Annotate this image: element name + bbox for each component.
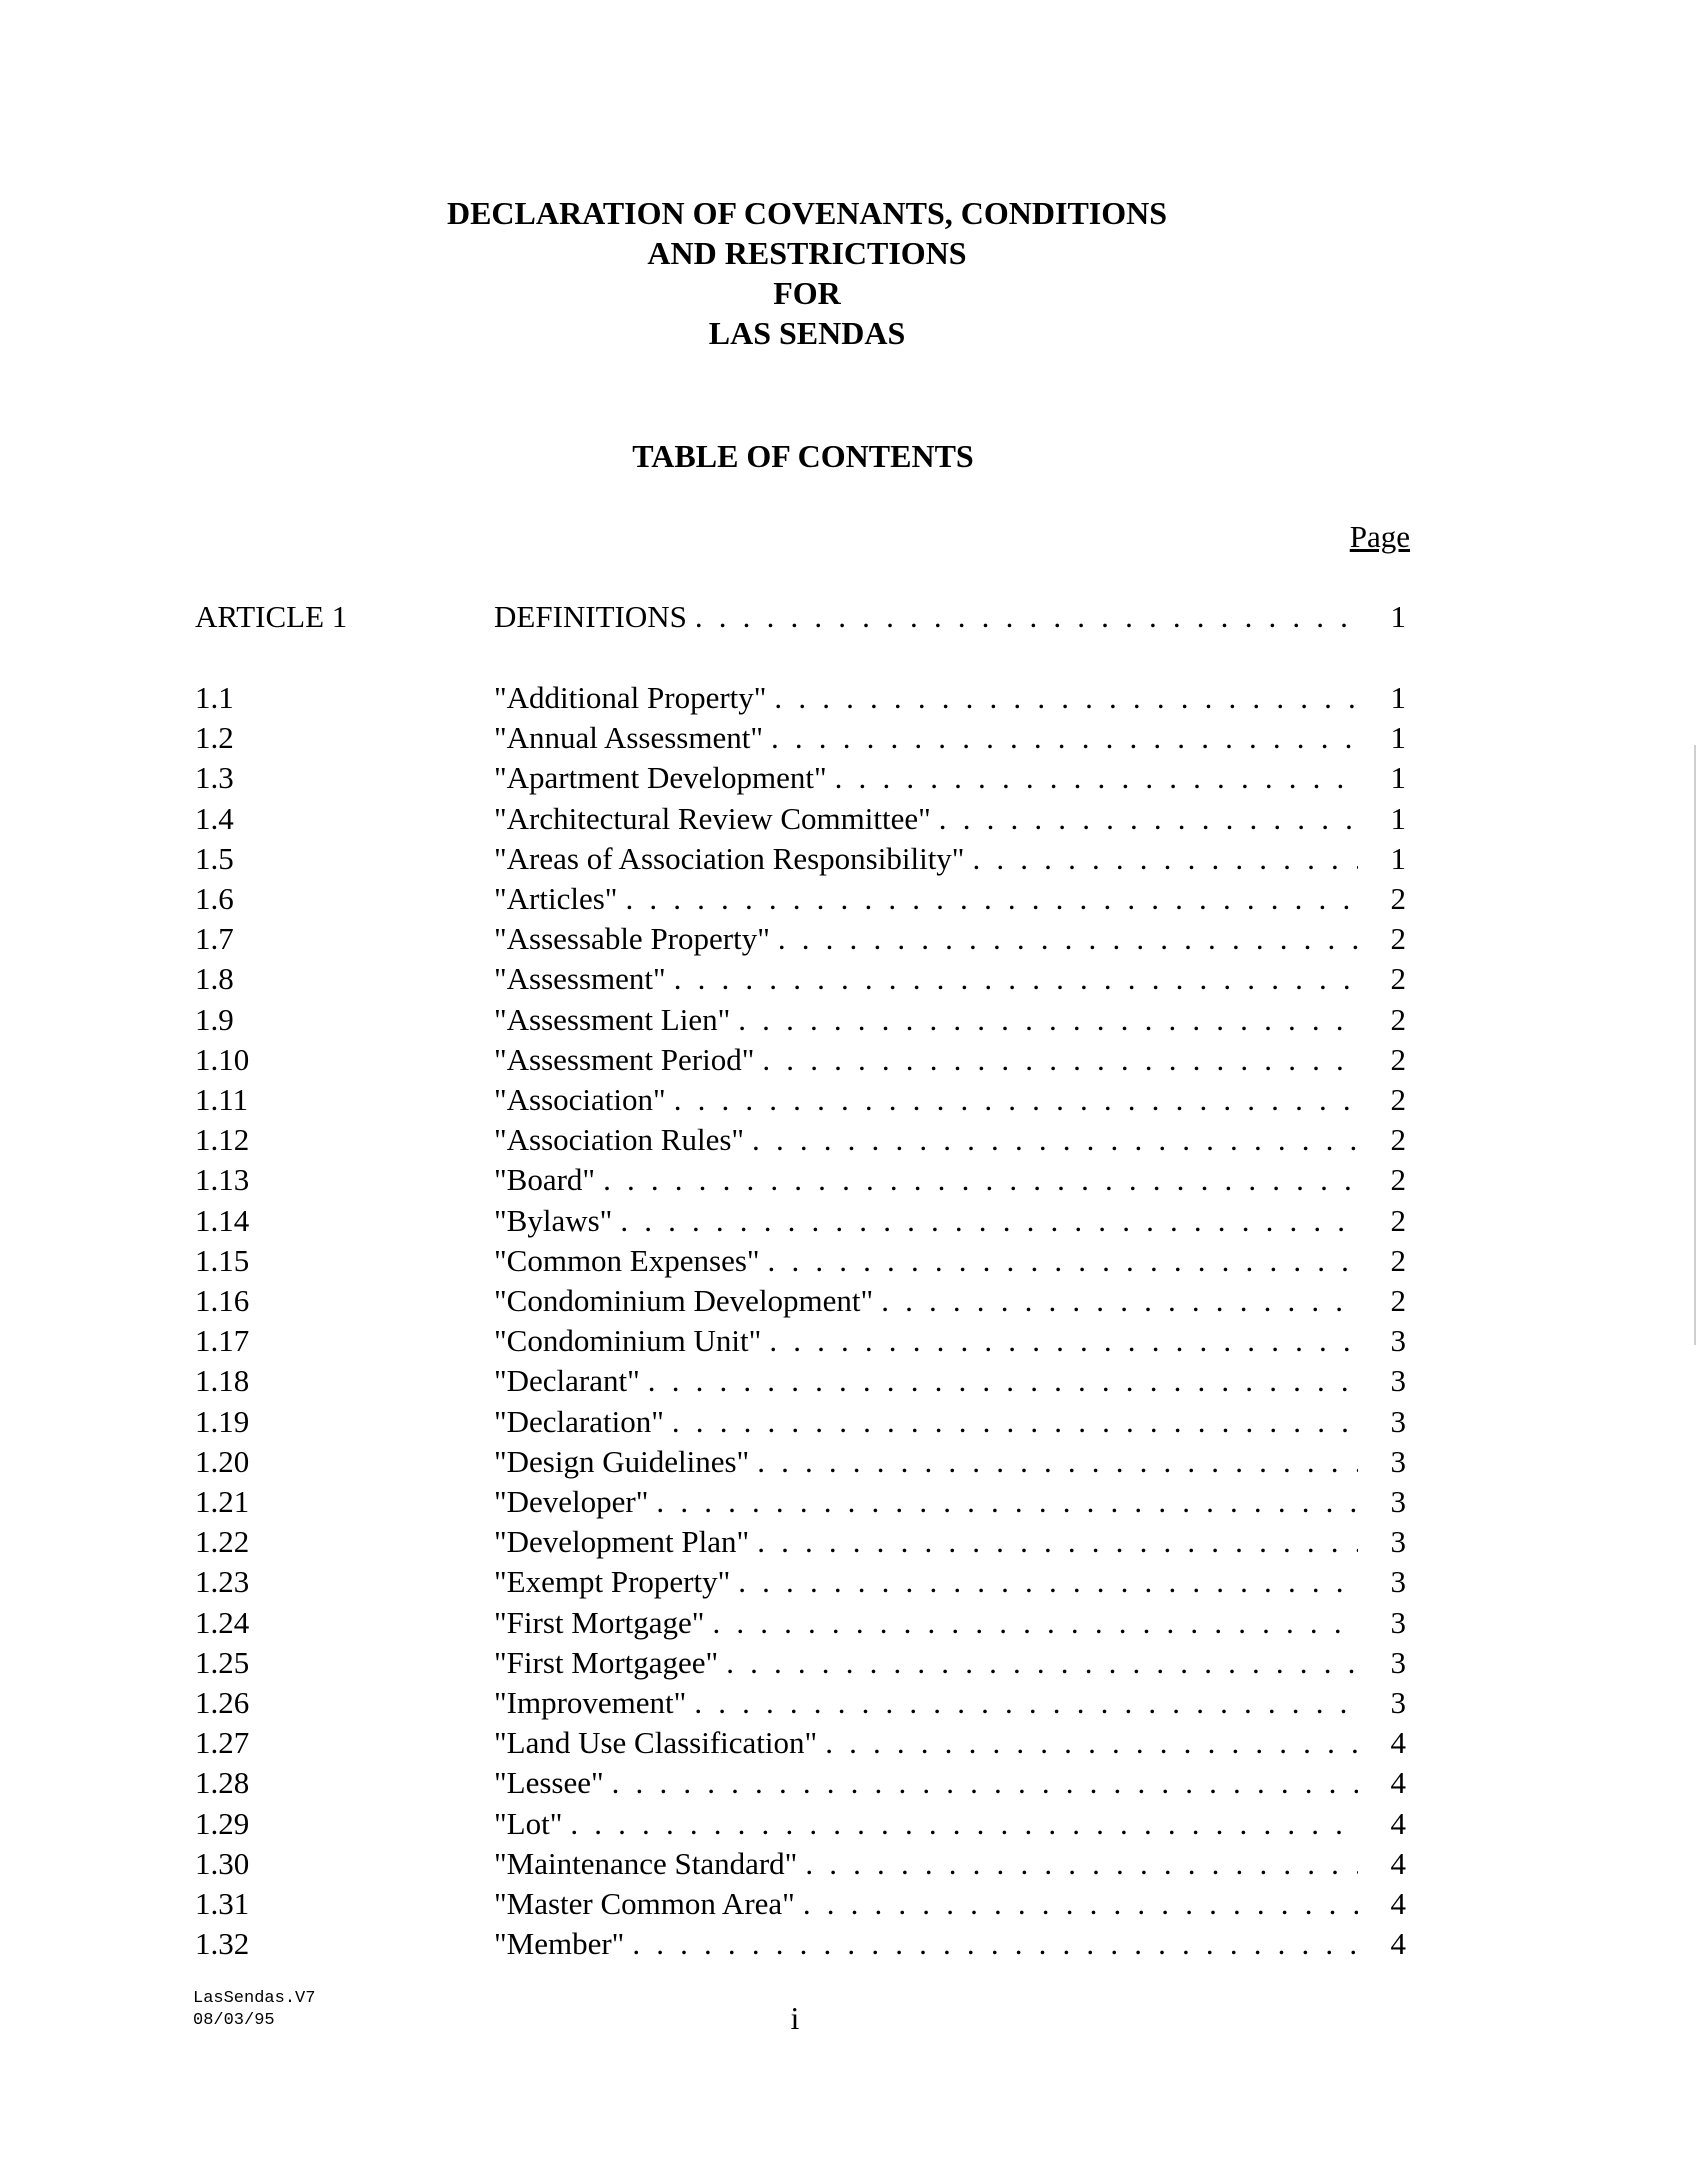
toc-page-number: 3 bbox=[1390, 1403, 1406, 1439]
toc-row bbox=[0, 1321, 1696, 1361]
toc-entry-label: "Condominium Development" bbox=[494, 1283, 874, 1318]
dot-leader bbox=[939, 799, 1358, 839]
dot-leader bbox=[769, 1321, 1358, 1361]
toc-row bbox=[0, 1763, 1696, 1803]
toc-row bbox=[0, 1000, 1696, 1040]
dot-leader bbox=[778, 919, 1358, 959]
toc-page-number: 3 bbox=[1390, 1363, 1406, 1399]
dot-leader bbox=[674, 1080, 1358, 1120]
toc-article-row bbox=[0, 597, 1696, 637]
dot-leader bbox=[774, 678, 1358, 718]
toc-section-number: 1.8 bbox=[195, 961, 234, 997]
toc-entry-label: "Declarant" bbox=[494, 1363, 640, 1399]
toc-row bbox=[0, 1040, 1696, 1080]
toc-entry-label: "Condominium Unit" bbox=[494, 1323, 762, 1359]
toc-entry bbox=[494, 1120, 1358, 1160]
toc-row bbox=[0, 1201, 1696, 1241]
toc-page-number: 1 bbox=[1390, 800, 1406, 836]
toc-entry-label: "Developer" bbox=[494, 1484, 649, 1519]
toc-entry bbox=[494, 1643, 1358, 1683]
toc-row bbox=[0, 1804, 1696, 1844]
toc-entry-label: "Association" bbox=[494, 1082, 666, 1117]
toc-row bbox=[0, 1281, 1696, 1321]
toc-page-number: 2 bbox=[1390, 1041, 1406, 1077]
toc-entry-label: "Architectural Review Committee" bbox=[494, 800, 931, 836]
toc-entry bbox=[494, 959, 1358, 999]
toc-page-number: 2 bbox=[1390, 1283, 1406, 1318]
toc-page-number: 2 bbox=[1390, 1001, 1406, 1037]
toc-section-number: 1.10 bbox=[195, 1041, 250, 1077]
dot-leader bbox=[726, 1643, 1358, 1683]
toc-section-number: 1.17 bbox=[195, 1323, 250, 1359]
toc-section-number: 1.7 bbox=[195, 921, 234, 957]
toc-section-number: 1.13 bbox=[195, 1162, 250, 1198]
toc-page-number: 2 bbox=[1390, 1122, 1406, 1158]
toc-entry bbox=[494, 758, 1358, 798]
toc-page-number: 3 bbox=[1390, 1564, 1406, 1600]
toc-entry bbox=[494, 1763, 1358, 1803]
footer-page-number: i bbox=[790, 2000, 800, 2036]
toc-row bbox=[0, 959, 1696, 999]
dot-leader bbox=[648, 1361, 1358, 1401]
toc-entry bbox=[494, 1683, 1358, 1723]
toc-entry-label: DEFINITIONS bbox=[494, 599, 687, 634]
toc-row bbox=[0, 1482, 1696, 1522]
toc-page-number: 1 bbox=[1390, 680, 1406, 715]
footer-doc-info bbox=[193, 1988, 315, 2032]
toc-page-number: 1 bbox=[1390, 840, 1406, 876]
toc-entry-label: "Design Guidelines" bbox=[494, 1443, 750, 1479]
toc-entry bbox=[494, 1361, 1358, 1401]
toc-section-number: 1.18 bbox=[195, 1363, 250, 1399]
toc-page-number: 1 bbox=[1390, 720, 1406, 756]
toc-section-number: 1.29 bbox=[195, 1805, 250, 1841]
toc-entry-label: "Board" bbox=[494, 1162, 596, 1198]
toc-entry bbox=[494, 1000, 1358, 1040]
toc-entry bbox=[494, 1241, 1358, 1281]
toc-section-number: 1.23 bbox=[195, 1564, 250, 1600]
toc-entry bbox=[494, 1804, 1358, 1844]
dot-leader bbox=[752, 1120, 1358, 1160]
toc-section-number: 1.22 bbox=[195, 1524, 250, 1560]
toc-section-number: 1.20 bbox=[195, 1443, 250, 1479]
toc-section-number: 1.2 bbox=[195, 720, 234, 756]
toc-entry bbox=[494, 1201, 1358, 1241]
toc-entry bbox=[494, 919, 1358, 959]
page-column-label: Page bbox=[1349, 519, 1410, 554]
toc-entry-label: "Bylaws" bbox=[494, 1202, 613, 1238]
dot-leader bbox=[757, 1522, 1358, 1562]
toc-page-number: 2 bbox=[1390, 1202, 1406, 1238]
toc-entry bbox=[494, 718, 1358, 758]
toc-section-number: 1.25 bbox=[195, 1644, 250, 1680]
toc-page-number: 3 bbox=[1390, 1604, 1406, 1640]
toc-section-number: 1.26 bbox=[195, 1685, 250, 1720]
toc-entry bbox=[494, 799, 1358, 839]
toc-entry bbox=[494, 1522, 1358, 1562]
dot-leader bbox=[757, 1442, 1358, 1482]
toc-row bbox=[0, 1924, 1696, 1964]
dot-leader bbox=[762, 1040, 1358, 1080]
toc-section-number: 1.4 bbox=[195, 800, 234, 836]
dot-leader bbox=[570, 1804, 1358, 1844]
toc-page-number: 2 bbox=[1390, 881, 1406, 916]
toc-entry bbox=[494, 1924, 1358, 1964]
toc-row bbox=[0, 919, 1696, 959]
toc-page-number: 3 bbox=[1390, 1644, 1406, 1680]
toc-row bbox=[0, 839, 1696, 879]
toc-entry bbox=[494, 1321, 1358, 1361]
toc-page-number: 4 bbox=[1390, 1725, 1406, 1761]
toc-page-number: 4 bbox=[1390, 1845, 1406, 1881]
toc-entry bbox=[494, 1562, 1358, 1602]
dot-leader bbox=[835, 758, 1358, 798]
toc-entry bbox=[494, 1603, 1358, 1643]
toc-entry bbox=[494, 1160, 1358, 1200]
toc-row bbox=[0, 799, 1696, 839]
toc-page-number: 4 bbox=[1390, 1926, 1406, 1962]
toc-section-number: 1.24 bbox=[195, 1604, 250, 1640]
toc-entry-label: "Assessable Property" bbox=[494, 921, 770, 957]
toc-section-number: 1.15 bbox=[195, 1242, 250, 1278]
toc-entry-label: "Annual Assessment" bbox=[494, 720, 763, 756]
toc-row bbox=[0, 1402, 1696, 1442]
toc-row bbox=[0, 1442, 1696, 1482]
toc-entry-label: "Lessee" bbox=[494, 1765, 604, 1801]
toc-entry-label: "Apartment Development" bbox=[494, 760, 827, 796]
toc-entry bbox=[494, 597, 1358, 637]
toc-entry bbox=[494, 1482, 1358, 1522]
toc-entry-label: "Exempt Property" bbox=[494, 1564, 731, 1600]
toc-entry-label: "Master Common Area" bbox=[494, 1886, 795, 1921]
toc-page-number: 2 bbox=[1390, 1162, 1406, 1198]
toc-section-number: 1.14 bbox=[195, 1202, 250, 1238]
toc-section-number: 1.21 bbox=[195, 1484, 250, 1519]
toc-page-number: 2 bbox=[1390, 1082, 1406, 1117]
dot-leader bbox=[768, 1241, 1358, 1281]
toc-entry-label: "Land Use Classification" bbox=[494, 1725, 818, 1761]
toc-section-number: 1.6 bbox=[195, 881, 234, 916]
toc-section-number: 1.9 bbox=[195, 1001, 234, 1037]
toc-section-number: 1.12 bbox=[195, 1122, 250, 1158]
toc-row bbox=[0, 1603, 1696, 1643]
dot-leader bbox=[881, 1281, 1358, 1321]
dot-leader bbox=[803, 1884, 1358, 1924]
dot-leader bbox=[972, 839, 1358, 879]
dot-leader bbox=[738, 1000, 1358, 1040]
toc-entry-label: "Assessment" bbox=[494, 961, 666, 997]
toc-entry bbox=[494, 678, 1358, 718]
title-line: FOR bbox=[773, 275, 841, 311]
toc-page-number: 3 bbox=[1390, 1323, 1406, 1359]
toc-section-number: 1.1 bbox=[195, 680, 234, 715]
toc-page-number: 4 bbox=[1390, 1886, 1406, 1921]
toc-row bbox=[0, 718, 1696, 758]
toc-page-number: 3 bbox=[1390, 1443, 1406, 1479]
toc-entry-label: "Declaration" bbox=[494, 1403, 664, 1439]
dot-leader bbox=[612, 1763, 1358, 1803]
toc-row bbox=[0, 1080, 1696, 1120]
toc-page-number: 1 bbox=[1390, 760, 1406, 796]
toc-row bbox=[0, 1160, 1696, 1200]
dot-leader bbox=[712, 1603, 1358, 1643]
toc-section-number: ARTICLE 1 bbox=[195, 599, 348, 634]
dot-leader bbox=[603, 1160, 1358, 1200]
footer-doc-id: LasSendas.V7 bbox=[193, 1989, 316, 2008]
toc-row bbox=[0, 1361, 1696, 1401]
toc-entry-label: "Association Rules" bbox=[494, 1122, 745, 1158]
toc-section-number: 1.32 bbox=[195, 1926, 250, 1962]
toc-entry-label: "Articles" bbox=[494, 881, 618, 916]
toc-section-number: 1.27 bbox=[195, 1725, 250, 1761]
title-line: DECLARATION OF COVENANTS, CONDITIONS bbox=[446, 195, 1168, 231]
toc-entry bbox=[494, 1281, 1358, 1321]
dot-leader bbox=[632, 1924, 1358, 1964]
toc-entry-label: "Maintenance Standard" bbox=[494, 1845, 798, 1881]
toc-heading: TABLE OF CONTENTS bbox=[632, 438, 974, 474]
toc-entry bbox=[494, 879, 1358, 919]
toc-entry-label: "First Mortgagee" bbox=[494, 1644, 719, 1680]
toc-section-number: 1.16 bbox=[195, 1283, 250, 1318]
dot-leader bbox=[625, 879, 1358, 919]
toc-row bbox=[0, 1844, 1696, 1884]
toc-row bbox=[0, 1562, 1696, 1602]
dot-leader bbox=[674, 959, 1358, 999]
toc-entry bbox=[494, 1884, 1358, 1924]
dot-leader bbox=[656, 1482, 1358, 1522]
toc-page-number: 2 bbox=[1390, 961, 1406, 997]
toc-section-number: 1.31 bbox=[195, 1886, 250, 1921]
toc-section-number: 1.3 bbox=[195, 760, 234, 796]
title-line: LAS SENDAS bbox=[708, 315, 906, 351]
toc-row bbox=[0, 1522, 1696, 1562]
toc-row bbox=[0, 758, 1696, 798]
toc-page-number: 3 bbox=[1390, 1685, 1406, 1720]
toc-section-number: 1.28 bbox=[195, 1765, 250, 1801]
toc-section-number: 1.11 bbox=[195, 1082, 249, 1117]
dot-leader bbox=[738, 1562, 1358, 1602]
toc-entry bbox=[494, 1442, 1358, 1482]
toc-row bbox=[0, 1683, 1696, 1723]
dot-leader bbox=[805, 1844, 1358, 1884]
toc-page-number: 4 bbox=[1390, 1805, 1406, 1841]
toc-page-number: 3 bbox=[1390, 1524, 1406, 1560]
toc-entry-label: "Development Plan" bbox=[494, 1524, 750, 1560]
dot-leader bbox=[695, 597, 1358, 637]
toc-entry-label: "Assessment Lien" bbox=[494, 1001, 731, 1037]
toc-entry bbox=[494, 1080, 1358, 1120]
dot-leader bbox=[672, 1402, 1358, 1442]
toc-entry-label: "First Mortgage" bbox=[494, 1604, 705, 1640]
toc-row bbox=[0, 1241, 1696, 1281]
toc-row bbox=[0, 1884, 1696, 1924]
dot-leader bbox=[825, 1723, 1358, 1763]
toc-entry-label: "Lot" bbox=[494, 1805, 563, 1841]
toc-page-number: 1 bbox=[1390, 599, 1406, 634]
toc-section-number: 1.30 bbox=[195, 1845, 250, 1881]
toc-entry-label: "Improvement" bbox=[494, 1685, 687, 1720]
toc-entry-label: "Common Expenses" bbox=[494, 1242, 760, 1278]
footer-date: 08/03/95 bbox=[193, 2011, 275, 2030]
toc-entry-label: "Member" bbox=[494, 1926, 625, 1962]
dot-leader bbox=[620, 1201, 1358, 1241]
toc-page-number: 2 bbox=[1390, 1242, 1406, 1278]
toc-section-number: 1.5 bbox=[195, 840, 234, 876]
toc-entry bbox=[494, 1844, 1358, 1884]
toc-entry bbox=[494, 1723, 1358, 1763]
toc-entry bbox=[494, 1040, 1358, 1080]
toc-entry bbox=[494, 1402, 1358, 1442]
dot-leader bbox=[771, 718, 1358, 758]
toc-page-number: 4 bbox=[1390, 1765, 1406, 1801]
toc-page-number: 2 bbox=[1390, 921, 1406, 957]
toc-entry-label: "Assessment Period" bbox=[494, 1041, 755, 1077]
toc-row bbox=[0, 1120, 1696, 1160]
toc-entry bbox=[494, 839, 1358, 879]
toc-row bbox=[0, 1723, 1696, 1763]
dot-leader bbox=[694, 1683, 1358, 1723]
document-title bbox=[0, 193, 1614, 353]
toc-row bbox=[0, 678, 1696, 718]
toc-entry-label: "Areas of Association Responsibility" bbox=[494, 840, 965, 876]
toc-section-number: 1.19 bbox=[195, 1403, 250, 1439]
title-line: AND RESTRICTIONS bbox=[647, 235, 967, 271]
toc-row bbox=[0, 1643, 1696, 1683]
toc-entry-label: "Additional Property" bbox=[494, 680, 767, 715]
toc-page-number: 3 bbox=[1390, 1484, 1406, 1519]
toc-row bbox=[0, 879, 1696, 919]
